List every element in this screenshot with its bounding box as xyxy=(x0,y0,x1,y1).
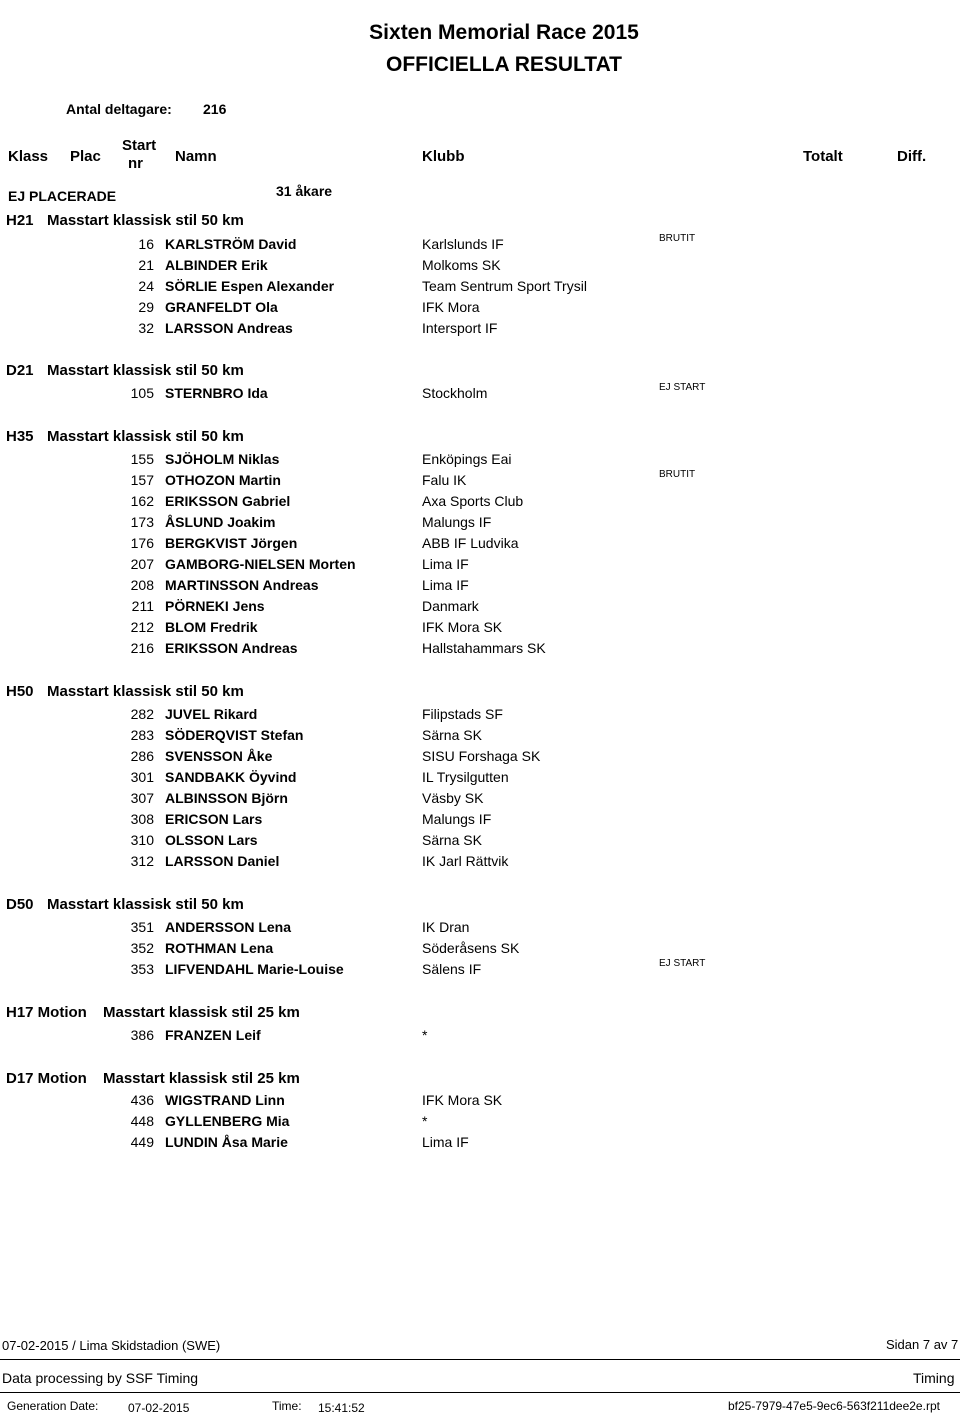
start-number: 307 xyxy=(130,790,154,806)
start-number: 211 xyxy=(131,598,154,614)
table-row xyxy=(0,811,960,832)
table-row xyxy=(0,299,960,320)
start-number: 162 xyxy=(130,493,154,509)
club-name: IK Dran xyxy=(422,919,470,935)
column-header-totalt: Totalt xyxy=(803,148,843,165)
club-name: IFK Mora SK xyxy=(422,1092,503,1108)
start-number: 216 xyxy=(130,640,154,656)
table-row xyxy=(0,940,960,961)
page-number: Sidan 7 av 7 xyxy=(886,1337,959,1352)
table-row xyxy=(0,469,960,493)
start-number: 16 xyxy=(138,236,154,252)
athlete-name: ALBINDER Erik xyxy=(165,257,268,273)
section-event: Masstart klassisk stil 25 km xyxy=(103,1004,300,1021)
start-number: 312 xyxy=(130,853,154,869)
athlete-name: JUVEL Rikard xyxy=(165,706,258,722)
table-row xyxy=(0,832,960,853)
table-row xyxy=(0,748,960,769)
participants-label: Antal deltagare: xyxy=(66,101,172,117)
start-number: 308 xyxy=(130,811,154,827)
athlete-name: SJÖHOLM Niklas xyxy=(165,451,280,467)
column-header-plac: Plac xyxy=(70,148,101,165)
data-processing: Data processing by SSF Timing xyxy=(2,1370,199,1386)
start-number: 32 xyxy=(138,320,154,336)
club-name: Särna SK xyxy=(422,832,482,848)
section-class: H50 xyxy=(6,683,34,700)
club-name: Danmark xyxy=(422,598,479,614)
start-number: 449 xyxy=(130,1134,154,1150)
race-title: Sixten Memorial Race 2015 xyxy=(369,21,639,44)
athlete-name: MARTINSSON Andreas xyxy=(165,577,319,593)
table-row xyxy=(0,640,960,661)
footer-divider-bottom xyxy=(0,1392,960,1393)
athlete-name: SANDBAKK Öyvind xyxy=(165,769,297,785)
table-row xyxy=(0,769,960,790)
table-row xyxy=(0,1134,960,1155)
start-number: 310 xyxy=(130,832,154,848)
athlete-name: FRANZEN Leif xyxy=(165,1027,261,1043)
athlete-name: SÖRLIE Espen Alexander xyxy=(165,278,335,294)
club-name: Axa Sports Club xyxy=(422,493,524,509)
table-row xyxy=(0,556,960,577)
club-name: Intersport IF xyxy=(422,320,498,336)
club-name: Filipstads SF xyxy=(422,706,503,722)
club-name: Molkoms SK xyxy=(422,257,501,273)
start-number: 351 xyxy=(130,919,154,935)
club-name: SISU Forshaga SK xyxy=(422,748,541,764)
footer-divider-top xyxy=(0,1359,960,1360)
column-header-klass: Klass xyxy=(8,148,49,165)
club-name: * xyxy=(422,1113,428,1129)
results-title: OFFICIELLA RESULTAT xyxy=(385,53,623,76)
start-number: 386 xyxy=(130,1027,154,1043)
column-header-nr: nr xyxy=(128,155,143,172)
athlete-name: GRANFELDT Ola xyxy=(165,299,278,315)
athlete-name: PÖRNEKI Jens xyxy=(165,598,265,614)
table-row xyxy=(0,958,960,982)
start-number: 448 xyxy=(130,1113,154,1129)
start-number: 105 xyxy=(130,385,154,401)
start-number: 207 xyxy=(130,556,154,572)
table-row xyxy=(0,790,960,811)
section-event: Masstart klassisk stil 50 km xyxy=(47,362,244,379)
club-name: IL Trysilgutten xyxy=(422,769,509,785)
club-name: IFK Mora xyxy=(422,299,480,315)
status-badge: EJ START xyxy=(659,382,706,393)
table-row xyxy=(0,577,960,598)
start-number: 301 xyxy=(130,769,154,785)
participants-count: 216 xyxy=(203,101,227,117)
athlete-name: OTHOZON Martin xyxy=(165,472,281,488)
table-row xyxy=(0,727,960,748)
start-number: 436 xyxy=(130,1092,154,1108)
table-row xyxy=(0,919,960,940)
start-number: 282 xyxy=(130,706,154,722)
file-id: bf25-7979-47e5-9ec6-563f211dee2e.rpt xyxy=(728,1399,940,1413)
table-row xyxy=(0,535,960,556)
table-row xyxy=(0,493,960,514)
club-name: Team Sentrum Sport Trysil xyxy=(422,278,587,294)
club-name: Malungs IF xyxy=(422,514,492,530)
start-number: 157 xyxy=(130,472,154,488)
club-name: Särna SK xyxy=(422,727,482,743)
athlete-name: STERNBRO Ida xyxy=(165,385,268,401)
start-number: 208 xyxy=(130,577,154,593)
section-event: Masstart klassisk stil 25 km xyxy=(103,1070,300,1087)
section-class: D50 xyxy=(6,896,34,913)
time-label: Time: xyxy=(272,1399,302,1413)
table-row xyxy=(0,1113,960,1134)
athlete-name: SÖDERQVIST Stefan xyxy=(165,727,304,743)
club-name: Söderåsens SK xyxy=(422,940,520,956)
club-name: Lima IF xyxy=(422,556,469,572)
section-event: Masstart klassisk stil 50 km xyxy=(47,683,244,700)
athlete-name: LUNDIN Åsa Marie xyxy=(165,1134,288,1150)
athlete-name: ANDERSSON Lena xyxy=(165,919,292,935)
group-count: 31 åkare xyxy=(276,183,333,199)
column-header-klubb: Klubb xyxy=(422,148,465,165)
athlete-name: SVENSSON Åke xyxy=(165,748,273,764)
athlete-name: ÅSLUND Joakim xyxy=(165,514,276,530)
timing-label: Timing xyxy=(913,1370,955,1386)
athlete-name: BERGKVIST Jörgen xyxy=(165,535,298,551)
start-number: 352 xyxy=(130,940,154,956)
table-row xyxy=(0,382,960,406)
start-number: 29 xyxy=(138,299,154,315)
club-name: Enköpings Eai xyxy=(422,451,512,467)
table-row xyxy=(0,233,960,257)
club-name: IFK Mora SK xyxy=(422,619,503,635)
club-name: Stockholm xyxy=(422,385,488,401)
section-class: D21 xyxy=(6,362,34,379)
column-header-namn: Namn xyxy=(175,148,217,165)
start-number: 353 xyxy=(130,961,154,977)
club-name: Karlslunds IF xyxy=(422,236,504,252)
athlete-name: LARSSON Andreas xyxy=(165,320,293,336)
table-row xyxy=(0,706,960,727)
start-number: 176 xyxy=(130,535,154,551)
table-row xyxy=(0,1027,960,1048)
start-number: 24 xyxy=(138,278,154,294)
athlete-name: ERIKSSON Gabriel xyxy=(165,493,291,509)
athlete-name: KARLSTRÖM David xyxy=(165,236,297,252)
table-row xyxy=(0,853,960,874)
athlete-name: BLOM Fredrik xyxy=(165,619,258,635)
athlete-name: LIFVENDAHL Marie-Louise xyxy=(165,961,344,977)
club-name: Lima IF xyxy=(422,1134,469,1150)
athlete-name: LARSSON Daniel xyxy=(165,853,280,869)
status-badge: BRUTIT xyxy=(659,233,696,244)
athlete-name: ERICSON Lars xyxy=(165,811,263,827)
club-name: IK Jarl Rättvik xyxy=(422,853,509,869)
section-class: H21 xyxy=(6,212,34,229)
table-row xyxy=(0,257,960,278)
table-row xyxy=(0,278,960,299)
section-class: H35 xyxy=(6,428,34,445)
group-label: EJ PLACERADE xyxy=(8,188,117,204)
status-badge: EJ START xyxy=(659,958,706,969)
athlete-name: OLSSON Lars xyxy=(165,832,258,848)
section-event: Masstart klassisk stil 50 km xyxy=(47,428,244,445)
section-event: Masstart klassisk stil 50 km xyxy=(47,212,244,229)
athlete-name: WIGSTRAND Linn xyxy=(165,1092,285,1108)
status-badge: BRUTIT xyxy=(659,469,696,480)
column-header-start: Start xyxy=(122,137,157,154)
start-number: 155 xyxy=(130,451,154,467)
generation-date-label: Generation Date: xyxy=(7,1399,99,1413)
club-name: Hallstahammars SK xyxy=(422,640,546,656)
start-number: 21 xyxy=(138,257,154,273)
club-name: * xyxy=(422,1027,428,1043)
athlete-name: GYLLENBERG Mia xyxy=(165,1113,290,1129)
start-number: 283 xyxy=(130,727,154,743)
time-value: 15:41:52 xyxy=(318,1401,365,1415)
table-row xyxy=(0,619,960,640)
club-name: Sälens IF xyxy=(422,961,482,977)
start-number: 212 xyxy=(130,619,154,635)
club-name: ABB IF Ludvika xyxy=(422,535,519,551)
section-class: D17 Motion xyxy=(6,1070,87,1087)
club-name: Falu IK xyxy=(422,472,467,488)
club-name: Lima IF xyxy=(422,577,469,593)
start-number: 286 xyxy=(130,748,154,764)
section-class: H17 Motion xyxy=(6,1004,87,1021)
club-name: Väsby SK xyxy=(422,790,484,806)
club-name: Malungs IF xyxy=(422,811,492,827)
athlete-name: ERIKSSON Andreas xyxy=(165,640,298,656)
venue-date: 07-02-2015 / Lima Skidstadion (SWE) xyxy=(2,1338,221,1353)
table-row xyxy=(0,451,960,472)
generation-date: 07-02-2015 xyxy=(128,1401,190,1415)
athlete-name: GAMBORG-NIELSEN Morten xyxy=(165,556,356,572)
table-row xyxy=(0,1092,960,1113)
section-event: Masstart klassisk stil 50 km xyxy=(47,896,244,913)
athlete-name: ALBINSSON Björn xyxy=(165,790,288,806)
table-row xyxy=(0,598,960,619)
athlete-name: ROTHMAN Lena xyxy=(165,940,274,956)
column-header-diff: Diff. xyxy=(897,148,927,165)
table-row xyxy=(0,514,960,535)
table-row xyxy=(0,320,960,341)
start-number: 173 xyxy=(130,514,154,530)
